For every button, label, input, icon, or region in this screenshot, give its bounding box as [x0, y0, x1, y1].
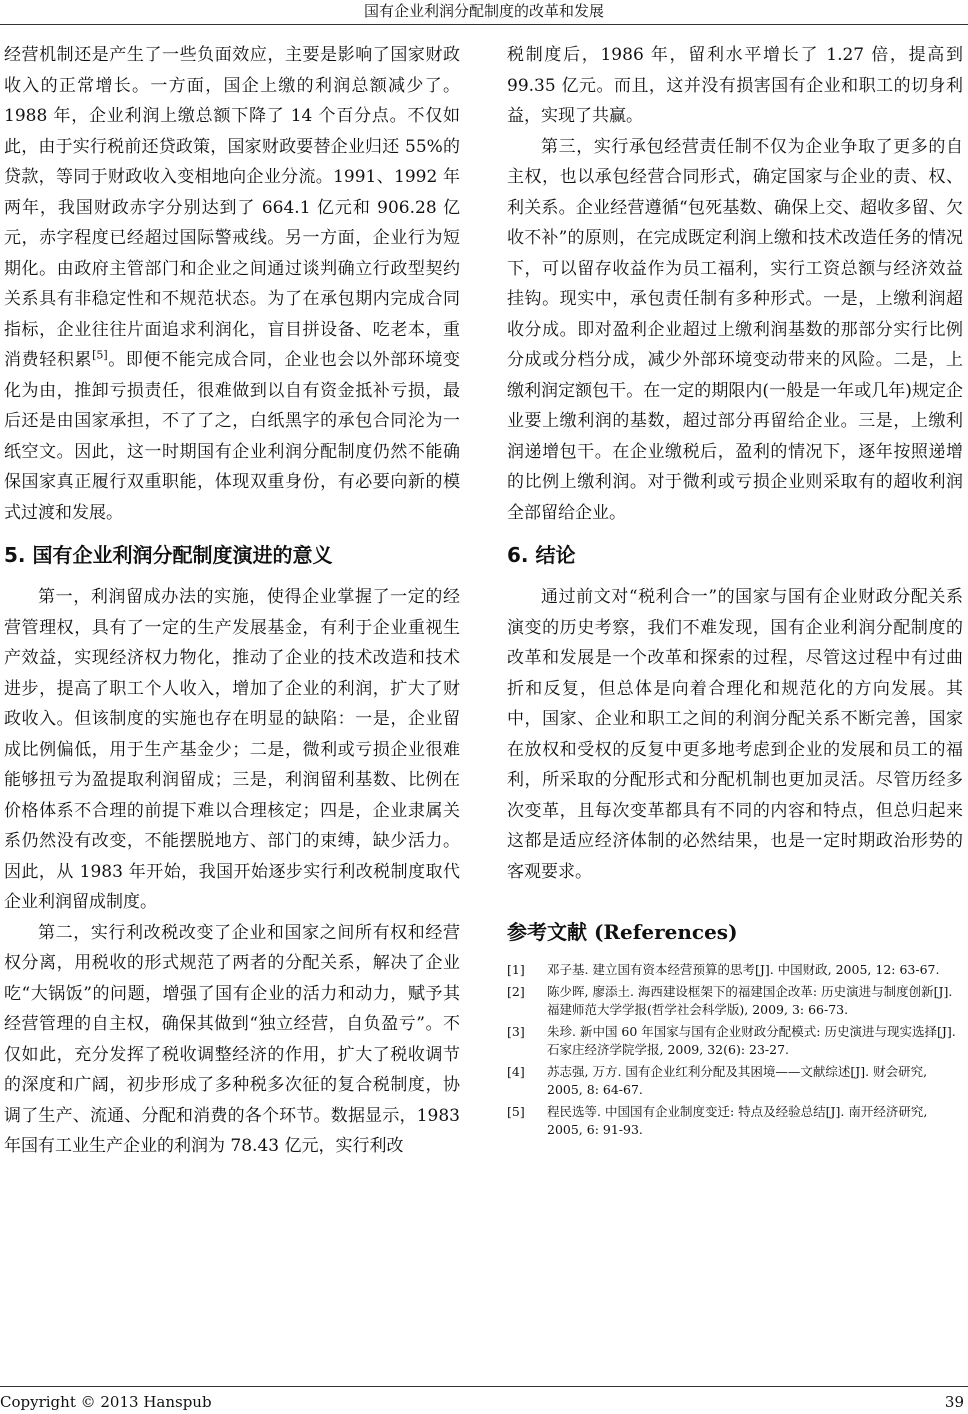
- paragraph-continued-right: 税制度后，1986 年，留利水平增长了 1.27 倍，提高到 99.35 亿元。而且，这并没有损害国有企业和职工的切身利益，实现了共赢。: [507, 45, 963, 126]
- paragraph-first-point: 第一，利润留成办法的实施，使得企业掌握了一定的经营管理权，具有了一定的生产发展基金，有利于企业重视生产效益，实现经济权力物化，推动了企业的技术改造和技术进步，提高了职工个人收入，增加了企业的利润，扩大了财政收入。但该制度的实施也存在明显的缺陷：一是，企业留成比例偏低，用于生产基金少；二是，微利或亏损企业很难能够扭亏为盈提取利润留成；三是，利润留利基数、比例在价格体系不合理的前提下难以合理核定；四是，企业隶属关系仍然没有改变，不能摆脱地方、部门的束缚，缺少活力。因此，从 1983 年开始，我国开始逐步实行利改税制度取代企业利润留成制度。: [4, 587, 460, 912]
- footer-rule: [0, 1386, 968, 1387]
- copyright-notice: Copyright © 2013 Hanspub: [0, 1393, 212, 1411]
- reference-number: [2]: [507, 984, 525, 999]
- reference-text: 陈少晖, 廖添土. 海西建设框架下的福建国企改革: 历史演进与制度创新[J]. 福建师范大学学报(哲学社会科学版), 2009, 3: 66-73.: [547, 984, 953, 1017]
- paragraph-text-tail: 。即便不能完成合同，企业也会以外部环境变化为由，推卸亏损责任，很难做到以自有资金抵补亏损，最后还是由国家承担，不了了之，白纸黑字的承包合同沦为一纸空文。因此，这一时期国有企业利润分配制度仍然不能确保国家真正履行双重职能，体现双重身份，有必要向新的模式过渡和发展。: [4, 350, 460, 523]
- section-5-heading: 5. 国有企业利润分配制度演进的意义: [4, 543, 333, 567]
- reference-item: [507, 1103, 963, 1139]
- paragraph-text: 经营机制还是产生了一些负面效应，主要是影响了国家财政收入的正常增长。一方面，国企上缴的利润总额减少了。1988 年，企业利润上缴总额下降了 14 个百分点。不仅如此，由于实行税前还贷政策，国家财政要替企业归还 55%的贷款，等同于财政收入变相地向企业分流。1991、1992 年两年，我国财政赤字分别达到了 664.1 亿元和 906.28 亿元，赤字程度已经超过国际警戒线。另一方面，企业行为短期化。由政府主管部门和企业之间通过谈判确立行政型契约关系具有非稳定性和不规范状态。为了在承包期内完成合同指标，企业往往片面追求利润化，盲目拼设备、吃老本，重消费轻积累: [4, 45, 460, 370]
- reference-number: [1]: [507, 962, 525, 977]
- reference-item: [507, 1063, 963, 1099]
- paragraph-third-point: 第三，实行承包经营责任制不仅为企业争取了更多的自主权，也以承包经营合同形式，确定国家与企业的责、权、利关系。企业经营遵循“包死基数、确保上交、超收多留、欠收不补”的原则，在完成既定利润上缴和技术改造任务的情况下，可以留存收益作为员工福利，实行工资总额与经济效益挂钩。现实中，承包责任制有多种形式。一是，上缴利润超收分成。即对盈利企业超过上缴利润基数的那部分实行比例分成或分档分成，减少外部环境变动带来的风险。二是，上缴利润定额包干。在一定的期限内(一般是一年或几年)规定企业要上缴利润的基数，超过部分再留给企业。三是，上缴利润递增包干。在企业缴税后，盈利的情况下，逐年按照递增的比例上缴利润。对于微利或亏损企业则采取有的超收利润全部留给企业。: [507, 136, 963, 523]
- reference-item: [507, 983, 963, 1019]
- reference-number: [5]: [507, 1104, 525, 1119]
- reference-list: [507, 961, 963, 1139]
- citation-mark[interactable]: [5]: [92, 348, 108, 362]
- right-column: [507, 40, 963, 1350]
- left-column: [4, 40, 460, 1350]
- reference-number: [4]: [507, 1064, 525, 1079]
- section-6-heading: 6. 结论: [507, 543, 576, 567]
- reference-item: [507, 961, 963, 979]
- paragraph-second-point: 第二，实行利改税改变了企业和国家之间所有权和经营权分离，用税收的形式规范了两者的分配关系，解决了企业吃“大锅饭”的问题，增强了国有企业的活力和动力，赋予其经营管理的自主权，确保其做到“独立经营，自负盈亏”。不仅如此，充分发挥了税收调整经济的作用，扩大了税收调节的深度和广阔，初步形成了多种税多次征的复合税制度，协调了生产、流通、分配和消费的各个环节。数据显示，1983 年国有工业生产企业的利润为 78.43 亿元，实行利改: [4, 922, 460, 1156]
- reference-text: 朱珍. 新中国 60 年国家与国有企业财政分配模式: 历史演进与现实选择[J]. 石家庄经济学院学报, 2009, 32(6): 23-27.: [547, 1024, 956, 1057]
- reference-text: 苏志强, 万方. 国有企业红利分配及其困境——文献综述[J]. 财会研究, 2005, 8: 64-67.: [547, 1064, 928, 1097]
- reference-text: 程民选等. 中国国有企业制度变迁: 特点及经验总结[J]. 南开经济研究, 2005, 6: 91-93.: [547, 1104, 928, 1137]
- page-number: 39: [944, 1393, 964, 1411]
- running-title: 国有企业利润分配制度的改革和发展: [363, 2, 604, 20]
- paragraph-continued: [4, 40, 460, 528]
- references-heading: 参考文献 (References): [507, 920, 738, 944]
- header-rule: [0, 24, 968, 25]
- reference-number: [3]: [507, 1024, 525, 1039]
- reference-text: 邓子基. 建立国有资本经营预算的思考[J]. 中国财政, 2005, 12: 63-67.: [547, 962, 940, 977]
- reference-item: [507, 1023, 963, 1059]
- paragraph-conclusion: 通过前文对“税利合一”的国家与国有企业财政分配关系演变的历史考察，我们不难发现，国有企业利润分配制度的改革和发展是一个改革和探索的过程，尽管这过程中有过曲折和反复，但总体是向着合理化和规范化的方向发展。其中，国家、企业和职工之间的利润分配关系不断完善，国家在放权和受权的反复中更多地考虑到企业的发展和员工的福利，所采取的分配形式和分配机制也更加灵活。尽管历经多次变革，且每次变革都具有不同的内容和特点，但总归起来这都是适应经济体制的必然结果，也是一定时期政治形势的客观要求。: [507, 587, 963, 882]
